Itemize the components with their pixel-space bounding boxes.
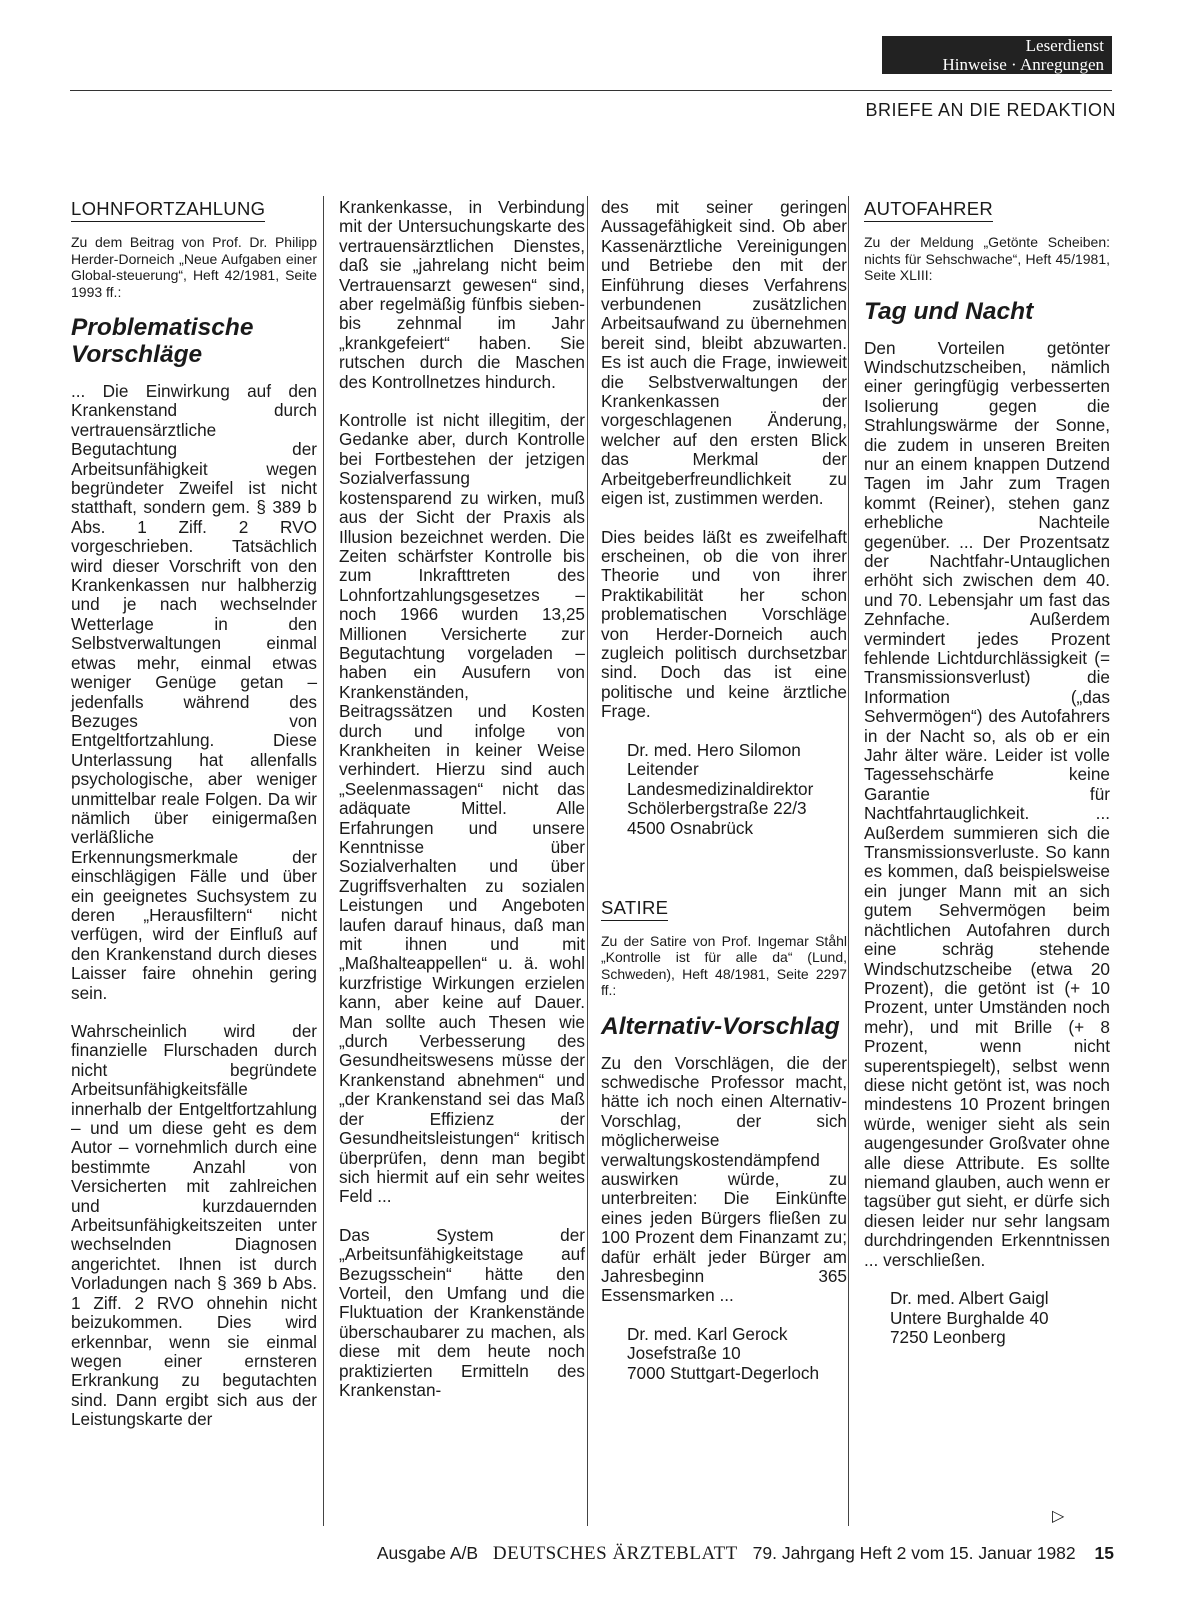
signature-line: Untere Burghalde 40 [890, 1307, 1049, 1328]
badge-line-1: Leserdienst [1025, 36, 1104, 55]
headline-tag-und-nacht: Tag und Nacht [864, 297, 1034, 325]
signature-line: 7000 Stuttgart-Degerloch [627, 1363, 820, 1383]
signature-gerock [627, 1325, 847, 1384]
signature-line: 4500 Osnabrück [627, 817, 754, 838]
column-divider [323, 196, 324, 1526]
column-3 [601, 198, 847, 1406]
footer-edition: Ausgabe A/B [376, 1543, 479, 1563]
continue-arrow-icon: ▷ [1052, 1508, 1065, 1525]
paragraph: ... Die Einwirkung auf den Krankenstand durch vertrauensärztliche Begutachtung der Arbeitsunfähigkeit wegen begründeter Zweifel ist nicht statthaft, sondern gem. § 389 b Abs. 1 Ziff. 2 RVO vorgeschrieben. Tatsächlich wird dieser Vorschrift von den Krankenkassen nur halbherzig und je nach wechselnder Wetterlage in den Selbstverwaltungen einmal etwas mehr, einmal etwas weniger Genüge getan – jedenfalls während des Bezuges von Entgeltfortzahlung. Diese Unterlassung hat allenfalls psychologische, aber weniger unmittelbar reale Folgen. Da wir nämlich über einigermaßen verläßliche Erkennungsmerkmale der einschlägigen Fälle und über ein geeignetes Suchsystem zu deren „Herausfiltern“ nicht verfügen, wird der Einfluß auf den Krankenstand durch dieses Laisser faire ohnehin gering sein. [71, 381, 317, 1003]
footer-issue: 79. Jahrgang Heft 2 vom 15. Januar 1982 [752, 1543, 1076, 1563]
signature-line: Dr. med. Albert Gaigl [890, 1288, 1049, 1308]
column-divider [848, 196, 849, 1526]
signature-line: Leitender [627, 759, 699, 780]
headline-problematische-vorschlaege: Problematische Vorschläge [71, 314, 254, 368]
signature-line: Schölerbergstraße 22/3 [627, 798, 807, 819]
paragraph: Krankenkasse, in Verbindung mit der Untersuchungskarte des vertrauensärztlichen Dienstes, daß sie „jahrelang nicht beim Vertrauensarzt gewesen“ sind, aber regelmäßig fünfbis sieben- bis zehnmal im Jahr „krankgefeiert“ haben. Sie rutschen durch die Maschen des Kontrollnetzes hindurch. [339, 197, 585, 392]
article-reference: Zu der Meldung „Getönte Scheiben: nichts für Sehschwache“, Heft 45/1981, Seite XLIII: [864, 234, 1110, 283]
leserdienst-badge [882, 36, 1112, 74]
column-1 [71, 198, 317, 1449]
paragraph: Kontrolle ist nicht illegitim, der Gedanke aber, durch Kontrolle bei Fortbestehen der jetzigen Sozialverfassung kostensparend zu wirken, muß aus der Sicht der Praxis als Illusion bezeichnet werden. Die Zeiten schärfster Kontrolle bis zum Inkrafttreten des Lohnfortzahlungsgesetzes – noch 1966 wurden 13,25 Millionen Versicherte zur Begutachtung vorgeladen – haben ein Ausufern von Krankenständen, Beitragssätzen und Kosten durch und infolge von Krankheiten in keiner Weise verhindert. Hierzu sind auch „Seelenmassagen“ nicht das adäquate Mittel. Alle Erfahrungen und unsere Kenntnisse über Sozialverhalten und über Zugriffsverhalten zu sozialen Leistungen und Angeboten laufen darauf hinaus, daß man mit ihnen und mit „Maßhalteappellen“ u. ä. wohl kurzfristige Wirkungen erzielen kann, aber keine auf Dauer. Man sollte auch Thesen wie „durch Verbesserung des Gesundheitswesens müsse der Krankenstand abnehmen“ und „der Krankenstand sei das Maß der Effizienz der Gesundheitsleistungen“ kritisch überprüfen, denn man begibt sich hiermit auf ein sehr weites Feld ... [339, 410, 585, 1207]
signature-line: 7250 Leonberg [890, 1327, 1006, 1348]
paragraph: Dies beides läßt es zweifelhaft erscheinen, ob die von ihrer Theorie und von ihrer Praktikabilität her schon problematischen Vorschläge von Herder-Dorneich auch zugleich politisch durchsetzbar sind. Doch das ist eine politische und keine ärztliche Frage. [601, 526, 847, 722]
paragraph: des mit seiner geringen Aussagefähigkeit sind. Ob aber Kassenärztliche Vereinigungen und Betriebe den mit der Einführung dieses Verfahrens verbundenen zusätzlichen Arbeitsaufwand zu übernehmen bereit sind, bleibt abzuwarten. Es ist auch die Frage, inwieweit die Selbstverwaltungen der Krankenkassen der vorgeschlagenen Änderung, welcher auf den ersten Blick das Merkmal der Arbeitgeberfreundlichkeit zu eigen ist, zustimmen werden. [601, 197, 847, 509]
kicker-satire: SATIRE [601, 897, 668, 921]
signature-silomon [627, 741, 847, 839]
paragraph: Zu den Vorschlägen, die der schwedische Professor macht, hätte ich noch einen Alternativ-Vorschlag, der sich möglicherweise verwaltungskostendämpfend auswirken würde, zu unterbreiten: Die Einkünfte eines jeden Bürgers fließen zu 100 Prozent dem Finanzamt zu; dafür erhält jeder Bürger am Jahresbeginn 365 Essensmarken ... [601, 1052, 847, 1306]
signature-line: Landesmedizinaldirektor [627, 778, 814, 799]
paragraph: Das System der „Arbeitsunfähigkeitstage auf Bezugsschein“ hätte den Vorteil, den Umfang und die Fluktuation der Krankenstände überschaubarer zu machen, als diese mit dem heute noch praktizierten Ermitteln des Krankenstan- [339, 1224, 585, 1400]
top-rule [70, 90, 1112, 91]
paragraph: Wahrscheinlich wird der finanzielle Flurschaden durch nicht begründete Arbeitsunfähigkeitsfälle innerhalb der Entgeltfortzahlung – und um diese geht es dem Autor – vornehmlich durch eine bestimmte Anzahl von Versicherten mit zahlreichen und kurzdauernden Arbeitsunfähigkeitszeiten unter wechselnden Diagnosen angerichtet. Ihnen ist durch Vorladungen nach § 369 b Abs. 1 Ziff. 2 RVO ohnehin nicht beizukommen. Dies wird erkennbar, wenn sie einmal wegen einer ernsteren Erkrankung zu begutachten sind. Dann ergibt sich aus der Leistungskarte der [71, 1021, 317, 1430]
signature-line: Josefstraße 10 [627, 1343, 741, 1364]
footer-magazine: DEUTSCHES ÄRZTEBLATT [492, 1543, 738, 1564]
paragraph: Den Vorteilen getönter Windschutzscheiben, nämlich einer geringfügig verbesserten Isolierung gegen die Strahlungswärme der Sonne, die zudem in unseren Breiten nur an einem knappen Dutzend Tagen im Jahr zum Tragen kommt (Reiner), stehen ganz erhebliche Nachteile gegenüber. ... Der Prozentsatz der Nachtfahr-Untauglichen erhöht sich zwischen dem 40. und 70. Lebensjahr um fast das Zehnfache. Außerdem vermindert jedes Prozent fehlende Lichtdurchlässigkeit (= Transmissionsverlust) die Information („das Sehvermögen“) des Autofahrers in der Nacht so, als ob er ein Jahr älter wäre. Leider ist volle Tagessehschärfe keine Garantie für Nachtfahrtauglichkeit. ... Außerdem summieren sich die Transmissionsverluste. So kann es kommen, daß beispielsweise ein junger Mann mit an sich gutem Sehvermögen beim nächtlichen Autofahren durch eine schräg stehende Windschutzscheibe (etwa 20 Prozent), die getönt ist (+ 10 Prozent, unter Umständen noch mehr), und mit Brille (+ 8 Prozent, wenn nicht superentspiegelt), selbst wenn diese nicht getönt ist, was noch mindestens 10 Prozent bringen würde, weniger sieht als sein augengesunder Großvater ohne alle diese Attribute. Es sollte niemand glauben, auch wenn er tagsüber gut sieht, er dürfe sich diesen leider nur sehr langsam durchdringenden Erkenntnissen ... verschließen. [864, 337, 1110, 1270]
article-reference: Zu dem Beitrag von Prof. Dr. Philipp Herder-Dorneich „Neue Aufgaben einer Global-steuerung“, Heft 42/1981, Seite 1993 ff.: [71, 234, 317, 300]
column-2 [339, 198, 585, 1419]
signature-line: Dr. med. Hero Silomon [627, 739, 801, 760]
page-footer [0, 1543, 1114, 1565]
page-number: 15 [1094, 1543, 1114, 1563]
headline-alternativ-vorschlag: Alternativ-Vorschlag [601, 1012, 840, 1040]
column-4 [864, 198, 1110, 1370]
signature-line: Dr. med. Karl Gerock [627, 1323, 788, 1344]
kicker-autofahrer: AUTOFAHRER [864, 198, 993, 222]
article-reference: Zu der Satire von Prof. Ingemar Ståhl „Kontrolle ist für alle da“ (Lund, Schweden), Heft 48/1981, Seite 2297 ff.: [601, 932, 847, 999]
badge-line-2: Hinweise · Anregungen [942, 55, 1104, 74]
signature-gaigl [890, 1289, 1110, 1348]
column-divider [587, 196, 588, 1526]
section-heading: BRIEFE AN DIE REDAKTION [865, 100, 1116, 120]
kicker-lohnfortzahlung: LOHNFORTZAHLUNG [71, 198, 265, 222]
